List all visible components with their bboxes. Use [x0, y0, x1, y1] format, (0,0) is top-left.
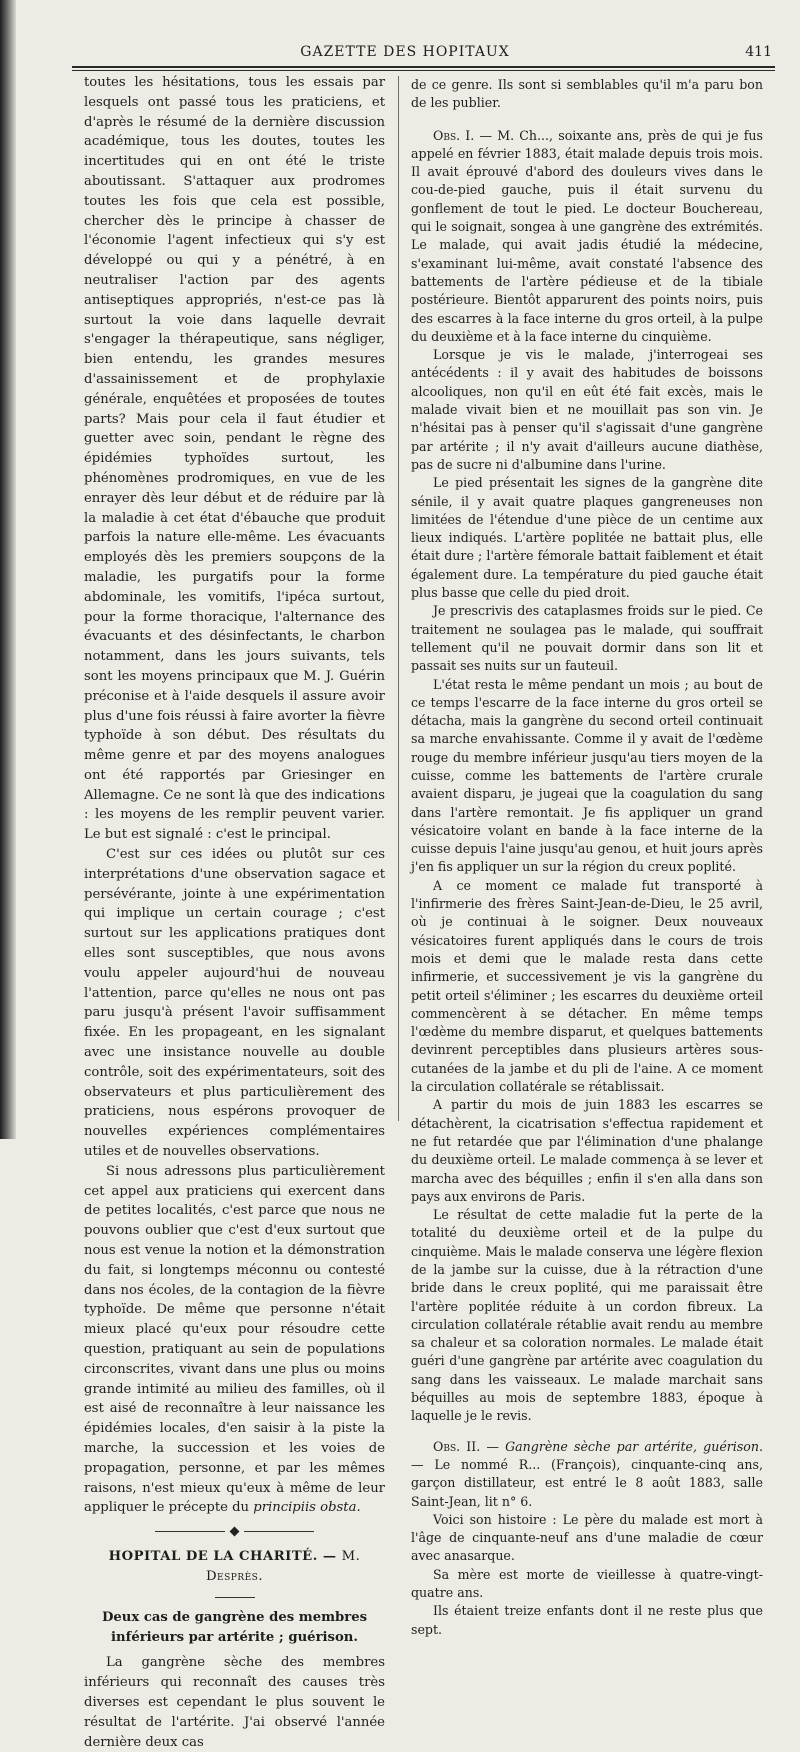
paragraph: [84, 1162, 385, 1518]
paragraph: Le résultat de cette maladie fut la perte de la totalité du deuxième orteil et de la pulpe du cinquième. Mais le malade conserva une légère flexion de la jambe sur la cuisse, due à la rétraction d'une bride dans le creux poplité, qui me paraissait être l'artère poplitée réduite à un cordon fibreux. La circulation collatérale rétablie avait rendu au membre sa chaleur et sa coloration normales. Le malade était guéri d'une gangrène par artérite avec coagulation du sang dans les vaisseaux. Le malade marchait sans béquilles au mois de septembre 1883, époque à laquelle je le revis.: [411, 1207, 763, 1424]
ornament-line: [244, 1531, 314, 1532]
latin-maxim: principiis obsta.: [253, 1500, 361, 1516]
observation-label: Obs. I.: [433, 127, 475, 143]
paragraph-text: Si nous adressons plus particulièrement cet appel aux praticiens qui exercent dans de petites localités, c'est parce que nous ne pouvons oublier que c'est d'eux surtout que nous est venue la notion et la démonstration du fait, si longtemps méconnu ou contesté dans nos écoles, de la contagion de la fièvre typhoïde. De même que personne n'était mieux placé qu'eux pour résoudre cette question, pratiquant au sein de populations circonscrites, vivant dans une plus ou moins grande intimité au milieu des familles, où il est aisé de reconnaître à leur naissance les épidémies locales, d'en saisir à la piste la marche, la succession et les voies de propagation, personne, et par les mêmes raisons, n'est mieux qu'eux à même de leur appliquer le précepte du: [84, 1163, 385, 1516]
paragraph: A ce moment ce malade fut transporté à l'infirmerie des frères Saint-Jean-de-Dieu, le 25 avril, où je continuai à le soigner. Deux nouveaux vésicatoires furent appliqués dans le cours de trois mois et demi que le malade resta dans cette infirmerie, et successivement je vis la gangrène du petit orteil s'éliminer ; les escarres du deuxième orteil commencèrent à se détacher. En même temps l'œdème du membre disparut, et quelques battements devinrent perceptibles dans plusieurs artères sous-cutanées de la jambe et du pli de l'aine. A ce moment la circulation collatérale se rétablissait.: [411, 877, 763, 1095]
section-hospital: HOPITAL DE LA CHARITÉ. —: [108, 1549, 342, 1565]
column-divider: [398, 76, 399, 1121]
paragraph: La gangrène sèche des membres inférieurs qui reconnaît des causes très diverses est cependant le plus souvent le résultat de l'artérite. J'ai observé l'année dernière deux cas: [84, 1655, 385, 1750]
page-header: [30, 44, 780, 64]
paragraph: de ce genre. Ils sont si semblables qu'il m'a paru bon de les publier.: [411, 77, 763, 111]
paragraph: L'état resta le même pendant un mois ; au bout de ce temps l'escarre de la face interne du gros orteil se détacha, mais la gangrène du second orteil continuait sa marche envahissante. Comme il y avait de l'œdème rouge du membre inférieur jusqu'au tiers moyen de la cuisse, comme les battements de l'artère crurale avaient disparu, je jugeai que la coagulation du sang dans l'artère remontait. Je fis appliquer un grand vésicatoire volant en bande à la face interne de la cuisse depuis l'aine jusqu'au genou, et huit jours après j'en fis appliquer un sur la région du creux poplité.: [411, 676, 763, 875]
observation-2: [411, 1438, 763, 1511]
observation-text: — Le nommé R... (François), cinquante-cinq ans, garçon distillateur, est entré le 8 août 1883, salle Saint-Jean, lit n° 6.: [411, 1456, 763, 1509]
section-short-rule: [215, 1597, 255, 1598]
observation-dash: —: [480, 1438, 506, 1454]
page-number: 411: [745, 44, 772, 60]
observation-1: [411, 127, 763, 347]
header-rule-thin: [72, 70, 775, 71]
page-edge-shadow: [0, 0, 16, 1139]
ornament-diamond: [230, 1527, 240, 1537]
ornament-line: [155, 1531, 225, 1532]
paragraph: Voici son histoire : Le père du malade est mort à l'âge de cinquante-neuf ans d'une maladie de cœur avec anasarque.: [411, 1511, 763, 1564]
observation-text: — M. Ch..., soixante ans, près de qui je fus appelé en février 1883, était malade depuis trois mois. Il avait éprouvé d'abord des douleurs vives dans le cou-de-pied gauche, puis il était survenu du gonflement de tout le pied. Le docteur Bouchereau, qui le soignait, songea à une gangrène des extrémités. Le malade, qui avait jadis étudié la médecine, s'examinant lui-même, avait constaté l'absence des battements de l'artère pédieuse et de la tibiale postérieure. Bientôt apparurent des points noirs, puis des escarres à la face interne du gros orteil, à la pulpe du deuxième et à la face interne du cinquième.: [411, 127, 763, 344]
paragraph: Je prescrivis des cataplasmes froids sur le pied. Ce traitement ne soulagea pas le malade, qui souffrait tellement qu'il ne pouvait dormir dans son lit et passait ses nuits sur un fauteuil.: [411, 603, 763, 674]
left-column: [84, 73, 385, 1752]
paragraph: Ils étaient treize enfants dont il ne reste plus que sept.: [411, 1603, 763, 1637]
paragraph: A partir du mois de juin 1883 les escarres se détachèrent, la cicatrisation s'effectua rapidement et ne fut retardée que par l'élimination d'une phalange du deuxième orteil. Le malade commença à se lever et marcha avec des béquilles ; enfin il s'en alla dans son pays aux environs de Paris.: [411, 1097, 763, 1204]
right-column: [411, 76, 763, 1639]
paragraph: toutes les hésitations, tous les essais par lesquels ont passé tous les praticiens, et d'après le résumé de la dernière discussion académique, tous les doutes, toutes les incertitudes qui en ont été le triste aboutissant. S'attaquer aux prodromes toutes les fois que cela est possible, chercher dès le principe à chasser de l'économie l'agent infectieux qui s'y est développé ou qui y a pénétré, à en neutraliser l'action par des agents antiseptiques appropriés, n'est-ce pas là surtout la voie dans laquelle devrait s'engager la thérapeutique, sans négliger, bien entendu, les grandes mesures d'assainissement et de prophylaxie générale, enquêtées et proposées de toutes parts? Mais pour cela il faut étudier et guetter avec soin, pendant le règne des épidémies typhoïdes surtout, les phénomènes prodromiques, en vue de les enrayer dès leur début et de réduire par là la maladie à cet état d'ébauche que produit parfois la nature elle-même. Les évacuants employés dès les premiers soupçons de la maladie, les purgatifs pour la forme abdominale, les vomitifs, l'ipéca surtout, pour la forme thoracique, l'alternance des évacuants et des désinfectants, le charbon notamment, dans les jours suivants, tels sont les moyens principaux que M. J. Guérin préconise et à l'aide desquels il assure avoir plus d'une fois réussi à faire avorter la fièvre typhoïde à son début. Des résultats du même genre et par des moyens analogues ont été rapportés par Griesinger en Allemagne. Ce ne sont là que des indications : les moyens de les remplir peuvent varier. Le but est signalé : c'est le principal.: [84, 75, 385, 843]
section-title: [84, 1547, 385, 1587]
paragraph: C'est sur ces idées ou plutôt sur ces interprétations d'une observation sagace et persévérante, jointe à une expérimentation qui implique un certain courage ; c'est surtout sur les applications pratiques dont elles sont susceptibles, que nous avons voulu appeler aujourd'hui de nouveau l'attention, parce qu'elles ne nous ont pas paru jusqu'à présent l'avoir suffisamment fixée. En les propageant, en les signalant avec une insistance nouvelle au double contrôle, soit des expérimentateurs, soit des observateurs et plus particulièrement des praticiens, nous espérons provoquer de nouvelles expériences complémentaires utiles et de nouvelles observations.: [84, 847, 385, 1160]
observation-title: Gangrène sèche par artérite, guérison.: [505, 1438, 763, 1454]
paragraph: Lorsque je vis le malade, j'interrogeai ses antécédents : il y avait des habitudes de boissons alcooliques, non qu'il en eût été fait excès, mais le malade vivait bien et ne mouillait pas son vin. Je n'hésitai pas à penser qu'il s'agissait d'une gangrène par artérite ; il n'y avait d'ailleurs aucune diathèse, pas de sucre ni d'albumine dans l'urine.: [411, 347, 763, 472]
section-author: M. Desprès.: [205, 1549, 361, 1584]
section-ornament: [84, 1528, 385, 1535]
paragraph: Sa mère est morte de vieillesse à quatre-vingt-quatre ans.: [411, 1566, 763, 1601]
paragraph: Le pied présentait les signes de la gangrène dite sénile, il y avait quatre plaques gangreneuses non limitées de l'étendue d'une pièce de un centime aux lieux indiqués. L'artère poplitée ne battait plus, elle était dure ; l'artère fémorale battait faiblement et était également dure. La température du pied gauche était plus basse que celle du pied droit.: [411, 475, 763, 601]
subsection-title: Deux cas de gangrène des membres inférieurs par artérite ; guérison.: [101, 1609, 368, 1645]
observation-label: Obs. II.: [433, 1438, 481, 1454]
running-title: GAZETTE DES HOPITAUX: [300, 44, 510, 60]
header-rule-thick: [72, 66, 775, 68]
